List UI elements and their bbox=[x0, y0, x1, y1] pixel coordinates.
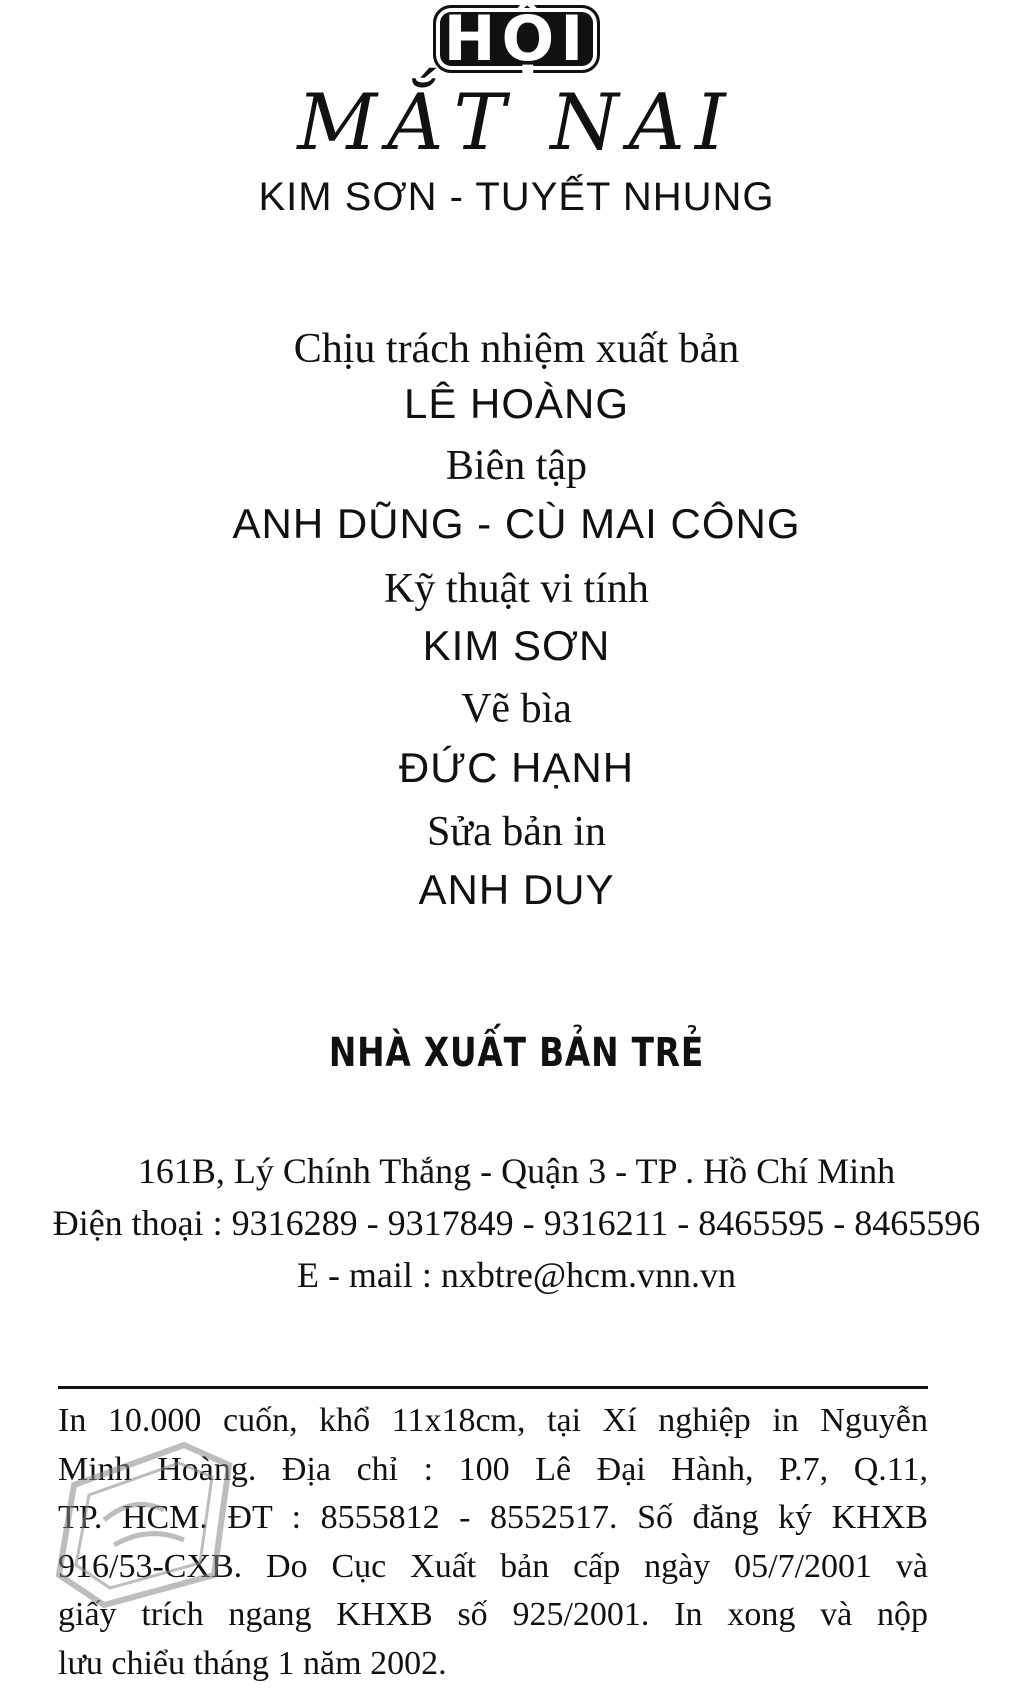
imprint-line: lưu chiểu tháng 1 năm 2002. bbox=[58, 1640, 928, 1688]
divider-rule bbox=[58, 1386, 928, 1389]
publisher-name: NHÀ XUẤT BẢN TRẺ bbox=[93, 1030, 940, 1076]
series-logo bbox=[0, 2, 1033, 75]
series-logo-text: HỘI bbox=[433, 5, 601, 73]
credit-name-computer: KIM SƠN bbox=[0, 622, 1033, 670]
credit-name-editor: ANH DŨNG - CÙ MAI CÔNG bbox=[0, 500, 1033, 548]
imprint-line: In 10.000 cuốn, khổ 11x18cm, tại Xí nghiệp in Nguyễn bbox=[58, 1397, 928, 1446]
credit-role-proofreading: Sửa bản in bbox=[0, 808, 1033, 856]
credit-role-publishing: Chịu trách nhiệm xuất bản bbox=[0, 325, 1033, 373]
imprint-notice bbox=[58, 1397, 928, 1688]
credit-name-cover: ĐỨC HẠNH bbox=[0, 744, 1033, 792]
book-title: MẮT NAI bbox=[0, 78, 1033, 168]
imprint-line: Minh Hoàng. Địa chỉ : 100 Lê Đại Hành, P.7, Q.11, bbox=[58, 1446, 928, 1495]
credit-role-cover: Vẽ bìa bbox=[0, 685, 1033, 733]
imprint-line: giấy trích ngang KHXB số 925/2001. In xong và nộp bbox=[58, 1591, 928, 1640]
publisher-phone: Điện thoại : 9316289 - 9317849 - 9316211 - 8465595 - 8465596 bbox=[0, 1202, 1033, 1244]
imprint-line: TP. HCM. ĐT : 8555812 - 8552517. Số đăng ký KHXB bbox=[58, 1494, 928, 1543]
imprint-line: 916/53-CXB. Do Cục Xuất bản cấp ngày 05/7/2001 và bbox=[58, 1543, 928, 1592]
credit-name-publishing: LÊ HOÀNG bbox=[0, 380, 1033, 428]
credit-role-computer: Kỹ thuật vi tính bbox=[0, 565, 1033, 613]
credit-name-proofreading: ANH DUY bbox=[0, 866, 1033, 914]
credit-role-editor: Biên tập bbox=[0, 442, 1033, 490]
publisher-email: E - mail : nxbtre@hcm.vnn.vn bbox=[0, 1254, 1033, 1296]
publisher-address: 161B, Lý Chính Thắng - Quận 3 - TP . Hồ Chí Minh bbox=[0, 1150, 1033, 1192]
authors: KIM SƠN - TUYẾT NHUNG bbox=[0, 175, 1033, 220]
